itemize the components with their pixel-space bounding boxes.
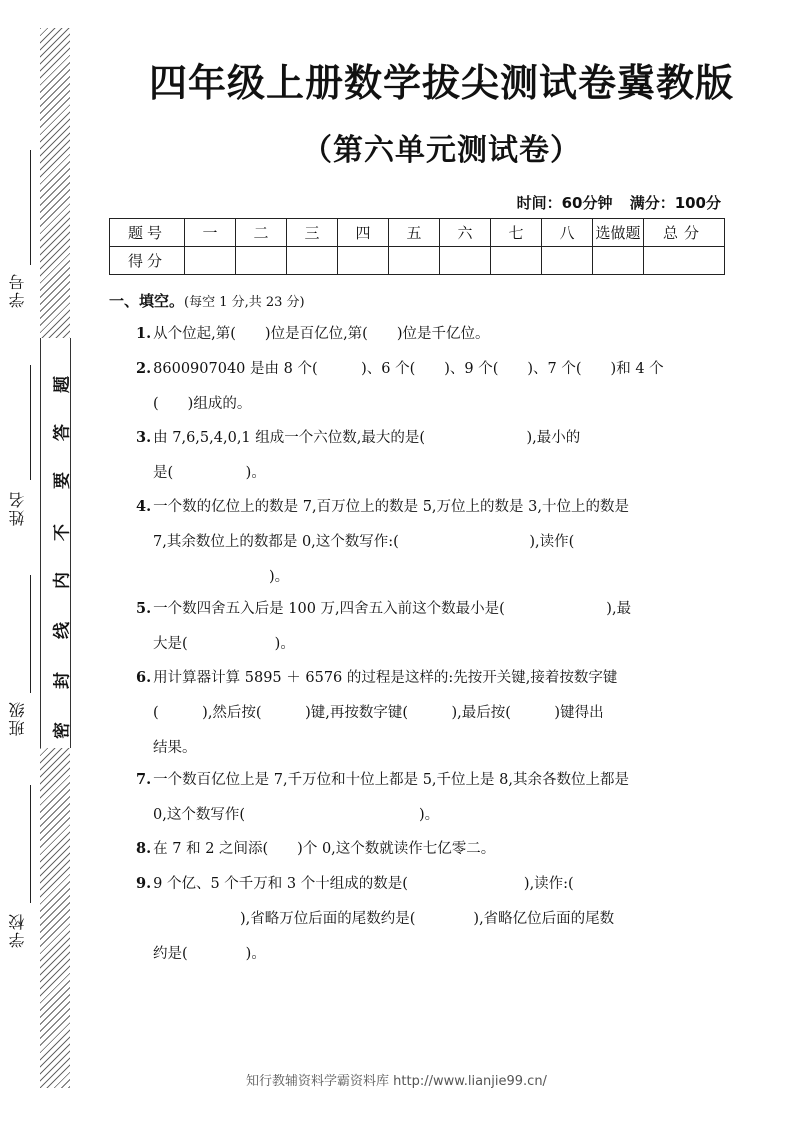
seal-char: 题	[52, 376, 73, 393]
footer-watermark: 知行教辅资料学霸资料库 http://www.lianjie99.cn/	[246, 1074, 547, 1089]
page-subtitle: （第六单元测试卷）	[302, 133, 581, 168]
question-text: ),省略万位后面的尾数约是( ),省略亿位后面的尾数	[153, 911, 615, 927]
question-text: 从个位起,第( )位是百亿位,第( )位是千亿位。	[153, 326, 490, 342]
score-cell[interactable]	[287, 247, 338, 275]
question-number: 5.	[136, 600, 152, 617]
question-text: 0,这个数写作( )。	[153, 807, 440, 823]
field-label-name: 姓名	[8, 490, 27, 526]
question-6	[136, 660, 726, 766]
question-4	[136, 489, 726, 595]
question-text: 结果。	[153, 740, 197, 756]
question-text: 9 个亿、5 个千万和 3 个十组成的数是( ),读作:(	[153, 876, 574, 892]
question-text: 约是( )。	[153, 946, 266, 962]
full-score: 满分：100分	[629, 194, 721, 212]
seal-char: 答	[52, 424, 73, 441]
score-table-header-row	[110, 219, 725, 247]
score-cell[interactable]	[389, 247, 440, 275]
question-2	[136, 351, 726, 422]
question-text: 一个数百亿位上是 7,千万位和十位上都是 5,千位上是 8,其余各数位上都是	[153, 772, 629, 788]
field-line-student-id	[30, 150, 31, 265]
seal-char: 封	[52, 672, 73, 689]
field-label-student-id: 学号	[8, 272, 27, 308]
question-text: ( ),然后按( )键,再按数字键( ),最后按( )键得出	[153, 705, 604, 721]
binding-hatch-bottom	[40, 748, 70, 1088]
time-limit: 时间：60分钟	[516, 194, 613, 212]
question-text: )。	[153, 569, 290, 585]
question-number: 8.	[136, 840, 152, 857]
score-table-col: 二	[236, 219, 287, 247]
seal-char: 内	[52, 572, 73, 589]
score-cell[interactable]	[491, 247, 542, 275]
question-text: 是( )。	[153, 465, 266, 481]
score-cell[interactable]	[236, 247, 287, 275]
question-number: 9.	[136, 875, 152, 892]
question-8	[136, 831, 726, 867]
seal-char: 密	[52, 722, 73, 739]
score-table-row-label: 得分	[110, 247, 185, 275]
question-9	[136, 866, 726, 972]
score-cell[interactable]	[338, 247, 389, 275]
field-line-school	[30, 785, 31, 903]
question-number: 3.	[136, 429, 152, 446]
question-number: 2.	[136, 360, 152, 377]
score-table-col: 七	[491, 219, 542, 247]
question-text: 大是( )。	[153, 636, 295, 652]
question-text: 由 7,6,5,4,0,1 组成一个六位数,最大的是( ),最小的	[153, 430, 581, 446]
score-cell[interactable]	[593, 247, 644, 275]
binding-margin	[0, 0, 90, 1122]
seal-char: 要	[52, 472, 73, 489]
score-table-row-label: 题号	[110, 219, 185, 247]
question-3	[136, 420, 726, 491]
score-table-score-row	[110, 247, 725, 275]
question-text: 用计算器计算 5895 ＋ 6576 的过程是这样的:先按开关键,接着按数字键	[153, 670, 618, 686]
question-text: 一个数四舍五入后是 100 万,四舍五入前这个数最小是( ),最	[153, 601, 632, 617]
question-number: 7.	[136, 771, 152, 788]
binding-line-left	[40, 338, 41, 748]
field-label-school: 学校	[8, 912, 27, 948]
question-5	[136, 591, 726, 662]
question-number: 1.	[136, 325, 152, 342]
score-cell[interactable]	[185, 247, 236, 275]
question-text: 7,其余数位上的数都是 0,这个数写作:( ),读作(	[153, 534, 575, 550]
question-1	[136, 316, 726, 352]
score-table-col: 三	[287, 219, 338, 247]
question-7	[136, 762, 726, 833]
score-cell[interactable]	[644, 247, 725, 275]
score-table	[109, 218, 725, 275]
score-cell[interactable]	[542, 247, 593, 275]
exam-info	[505, 192, 721, 213]
section-heading: 一、填空。	[109, 292, 185, 310]
score-table-col: 六	[440, 219, 491, 247]
question-text: 在 7 和 2 之间添( )个 0,这个数就读作七亿零二。	[153, 841, 496, 857]
score-table-col: 八	[542, 219, 593, 247]
section-note: (每空 1 分,共 23 分)	[184, 295, 305, 310]
field-label-class: 班级	[8, 700, 27, 736]
field-line-class	[30, 575, 31, 693]
section-title	[109, 290, 305, 311]
seal-char: 线	[52, 622, 73, 639]
score-cell[interactable]	[440, 247, 491, 275]
binding-hatch-top	[40, 28, 70, 338]
question-text: ( )组成的。	[153, 396, 252, 412]
score-table-col: 五	[389, 219, 440, 247]
question-text: 一个数的亿位上的数是 7,百万位上的数是 5,万位上的数是 3,十位上的数是	[153, 499, 629, 515]
question-number: 4.	[136, 498, 152, 515]
score-table-col: 选做题	[593, 219, 644, 247]
score-table-col: 总分	[644, 219, 725, 247]
score-table-col: 四	[338, 219, 389, 247]
question-text: 8600907040 是由 8 个( )、6 个( )、9 个( )、7 个( )和 4 个	[153, 361, 664, 377]
question-number: 6.	[136, 669, 152, 686]
page-title: 四年级上册数学拔尖测试卷冀教版	[148, 61, 734, 105]
seal-char: 不	[52, 524, 73, 541]
field-line-name	[30, 365, 31, 480]
score-table-col: 一	[185, 219, 236, 247]
